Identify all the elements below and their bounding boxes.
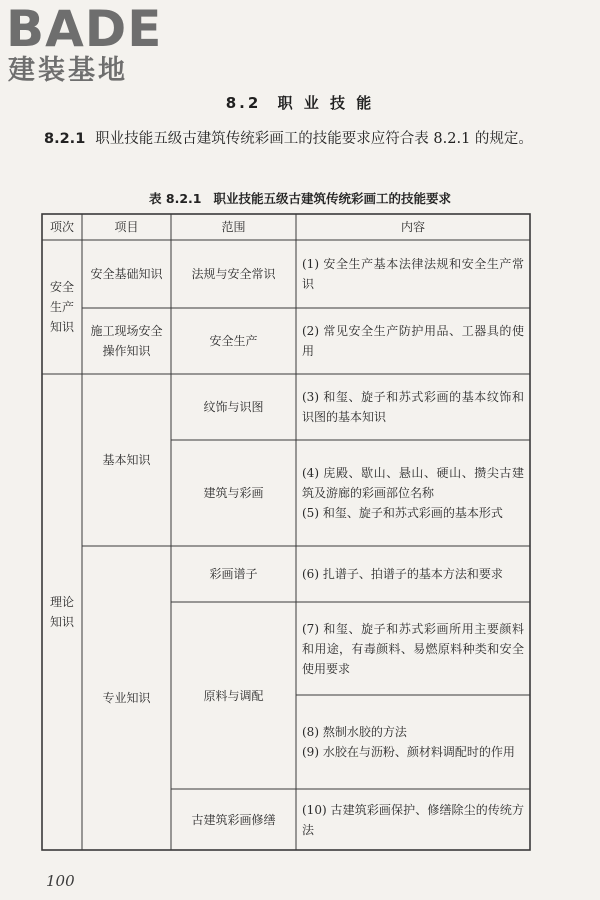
scope-cell: 安全生产 (209, 334, 258, 348)
project-cell: 基本知识 (102, 453, 151, 467)
content-cell (296, 374, 530, 440)
header-cell: 项次 (49, 220, 74, 234)
project-cell: 专业知识 (102, 691, 151, 705)
clause-number: 8.2.1 (44, 131, 86, 147)
clause-text: 职业技能五级古建筑传统彩画工的技能要求应符合表 8.2.1 的规定。 (95, 131, 533, 147)
content-cell (296, 240, 530, 308)
content-line: (9) 水胶在与沥粉、颜材料调配时的作用 (302, 745, 515, 759)
scope-cell: 原料与调配 (203, 688, 264, 703)
header-cell: 项目 (114, 220, 139, 234)
category-cell: 理论知识 (49, 595, 74, 629)
header-cell: 内容 (400, 220, 425, 234)
scope-cell: 法规与安全常识 (191, 267, 276, 281)
table-number: 表 8.2.1 (149, 191, 202, 206)
content-cell (296, 440, 530, 546)
content-cell (296, 308, 530, 374)
project-cell: 安全基础知识 (90, 267, 163, 281)
scope-cell: 古建筑彩画修缮 (191, 812, 276, 827)
project-cell: 施工现场安全操作知识 (90, 324, 163, 358)
logo-subtitle: 建装基地 (8, 55, 128, 86)
content-line: (4) 庑殿、歇山、悬山、硬山、攒尖古建筑及游廊的彩画部位名称 (302, 466, 524, 500)
content-cell (296, 602, 530, 695)
logo-wordmark: BADE (6, 0, 163, 58)
content-line: (6) 扎谱子、拍谱子的基本方法和要求 (302, 567, 503, 581)
content-line: (3) 和玺、旋子和苏式彩画的基本纹饰和识图的基本知识 (302, 390, 524, 424)
page-number: 100 (46, 872, 75, 890)
header-cell: 范围 (221, 220, 246, 234)
table-title: 职业技能五级古建筑传统彩画工的技能要求 (213, 191, 451, 206)
category-cell: 安全生产知识 (49, 280, 74, 334)
content-cell (296, 546, 530, 602)
content-line: (2) 常见安全生产防护用品、工器具的使用 (302, 324, 524, 358)
section-number: 8.2 (225, 94, 262, 112)
scope-cell: 建筑与彩画 (203, 486, 264, 500)
content-line: (5) 和玺、旋子和苏式彩画的基本形式 (302, 506, 503, 520)
content-line: (8) 熬制水胶的方法 (302, 725, 407, 739)
scope-cell: 纹饰与识图 (203, 400, 264, 414)
scope-cell: 彩画谱子 (209, 567, 258, 581)
content-line: (7) 和玺、旋子和苏式彩画所用主要颜料和用途，有毒颜料、易燃原料种类和安全使用要求 (302, 621, 524, 676)
content-line: (10) 古建筑彩画保护、修缮除尘的传统方法 (302, 802, 524, 837)
content-line: (1) 安全生产基本法律法规和安全生产常识 (302, 257, 524, 291)
content-cell (296, 695, 530, 789)
section-title: 职 业 技 能 (277, 94, 375, 112)
content-cell (296, 789, 530, 850)
